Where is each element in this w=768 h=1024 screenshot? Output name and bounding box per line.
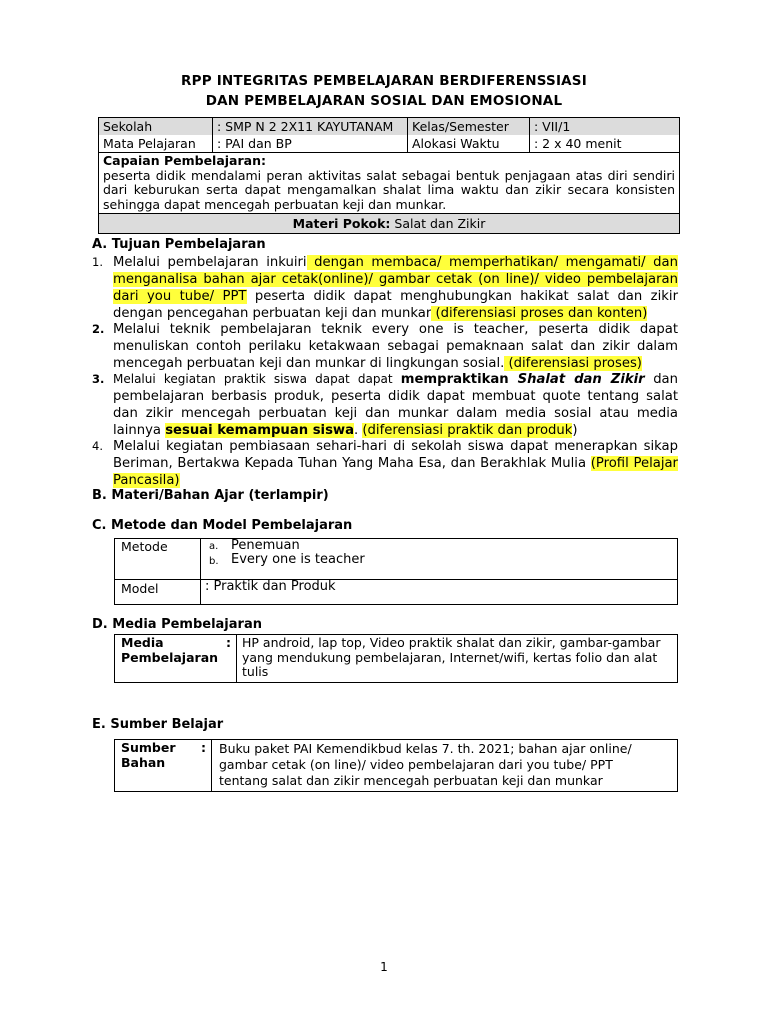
- materi-pokok-row: [99, 213, 679, 233]
- mapel-value: : PAI dan BP: [213, 135, 408, 152]
- differentiation-note: (diferensiasi proses dan konten): [431, 306, 648, 321]
- capaian-text: peserta didik mendalami peran aktivitas salat sebagai bentuk penjagaan atas diri sendiri dari keburukan serta dapat mengamalkan shalat lima waktu dan zikir secara konsisten sehingga dapat mencegah perbuatan keji dan munkar.: [103, 167, 675, 212]
- document-title-line2: DAN PEMBELAJARAN SOSIAL DAN EMOSIONAL: [205, 93, 563, 109]
- metode-label: Metode: [121, 539, 168, 554]
- objective-text: ): [572, 423, 578, 438]
- objective-number: 1.: [92, 255, 103, 269]
- header-row-2: [99, 135, 679, 152]
- objective-item-2: [92, 321, 678, 372]
- kelas-label: Kelas/Semester: [408, 118, 530, 135]
- section-a-heading: A. Tujuan Pembelajaran: [92, 237, 266, 252]
- waktu-label: Alokasi Waktu: [408, 135, 530, 152]
- metode-marker-a: a.: [209, 541, 219, 552]
- metode-marker-b: b.: [209, 556, 219, 567]
- sekolah-value: : SMP N 2 2X11 KAYUTANAM: [213, 118, 408, 135]
- sumber-label-line1: Sumber: [121, 740, 176, 755]
- model-value: : Praktik dan Produk: [205, 579, 336, 594]
- metode-model-table: [114, 538, 678, 605]
- objective-text: Melalui kegiatan pembiasaan sehari-hari di sekolah siswa dapat menerapkan sikap Beriman, Bertakwa Kepada Tuhan Yang Maha Esa, dan Berakhlak Mulia: [113, 439, 678, 471]
- objective-text: Melalui teknik pembelajaran teknik every one is teacher, peserta didik dapat menuliskan contoh perilaku ketakwaan sebagai pemaknaan salat dan zikir dalam mencegah perbuatan keji dan munkar di lingkungan sosial.: [113, 322, 678, 371]
- document-title-line1: RPP INTEGRITAS PEMBELAJARAN BERDIFERENSSIASI: [181, 73, 587, 89]
- sumber-colon: :: [201, 740, 206, 755]
- sekolah-label: Sekolah: [99, 118, 213, 135]
- section-b-heading: B. Materi/Bahan Ajar (terlampir): [92, 488, 329, 503]
- mapel-label: Mata Pelajaran: [99, 135, 213, 152]
- objective-item-1: [92, 254, 678, 322]
- header-table: [98, 117, 680, 234]
- differentiation-note: (diferensiasi praktik dan produk: [362, 423, 573, 438]
- section-e-heading: E. Sumber Belajar: [92, 717, 224, 732]
- objective-item-3: [92, 371, 678, 439]
- objective-text: dan pembelajaran berbasis produk, peserta didik dapat membuat quote tentang salat dan zikir mencegah perbuatan keji dan munkar dalam media sosial atau media lainnya: [113, 372, 678, 438]
- objective-bold: mempraktikan: [400, 372, 518, 387]
- page-number: 1: [380, 960, 388, 974]
- sumber-label-line2: Bahan: [121, 755, 166, 770]
- objective-item-4: [92, 438, 678, 489]
- profil-pelajar-note: (Profil Pelajar Pancasila): [113, 456, 678, 488]
- metode-item-every-one: Every one is teacher: [231, 552, 365, 567]
- header-row-1: [99, 118, 679, 135]
- differentiation-note: (diferensiasi proses): [504, 356, 642, 371]
- objective-number: 3.: [92, 372, 105, 386]
- media-text: HP android, lap top, Video praktik shalat dan zikir, gambar-gambar yang mendukung pembelajaran, Internet/wifi, kertas folio dan alat tulis: [242, 635, 661, 679]
- kelas-value: : VII/1: [534, 119, 571, 134]
- objective-text: peserta didik dapat menghubungkan hakikat salat dan zikir dengan pencegahan perbuatan keji dan munkar: [113, 289, 678, 321]
- objective-text: Melalui kegiatan praktik siswa dapat dapat: [113, 372, 401, 386]
- media-colon: :: [226, 635, 231, 650]
- metode-item-penemuan: Penemuan: [231, 538, 300, 553]
- objective-bold-italic: Shalat dan Zikir: [517, 372, 645, 387]
- section-d-heading: D. Media Pembelajaran: [92, 617, 262, 632]
- section-c-heading: C. Metode dan Model Pembelajaran: [92, 518, 353, 533]
- sumber-table: [114, 739, 678, 792]
- media-table: [114, 634, 678, 683]
- capaian-cell: [99, 152, 679, 213]
- objective-number: 4.: [92, 439, 103, 453]
- objective-highlight-bold: sesuai kemampuan siswa: [165, 423, 354, 438]
- objective-highlight: dengan membaca/ memperhatikan/ mengamati/ dan menganalisa bahan ajar cetak(online)/ gambar cetak (on line)/ video pembelajaran dari you tube/ PPT: [113, 255, 678, 304]
- media-label-line2: Pembelajaran: [121, 650, 219, 665]
- materi-pokok-value: Salat dan Zikir: [390, 216, 486, 231]
- objective-text: .: [354, 423, 363, 438]
- objective-text: Melalui pembelajaran inkuiri: [113, 255, 307, 270]
- media-label-line1: Media: [121, 635, 164, 650]
- model-label: Model: [121, 581, 159, 596]
- objective-number: 2.: [92, 322, 105, 336]
- sumber-text: Buku paket PAI Kemendikbud kelas 7. th. 2021; bahan ajar online/ gambar cetak (on line)/ video pembelajaran dari you tube/ PPT tentang salat dan zikir mencegah perbuatan keji dan munkar: [219, 741, 632, 788]
- capaian-label: Capaian Pembelajaran:: [103, 153, 266, 168]
- waktu-value: : 2 x 40 menit: [534, 136, 622, 151]
- materi-pokok-label: Materi Pokok:: [292, 216, 391, 231]
